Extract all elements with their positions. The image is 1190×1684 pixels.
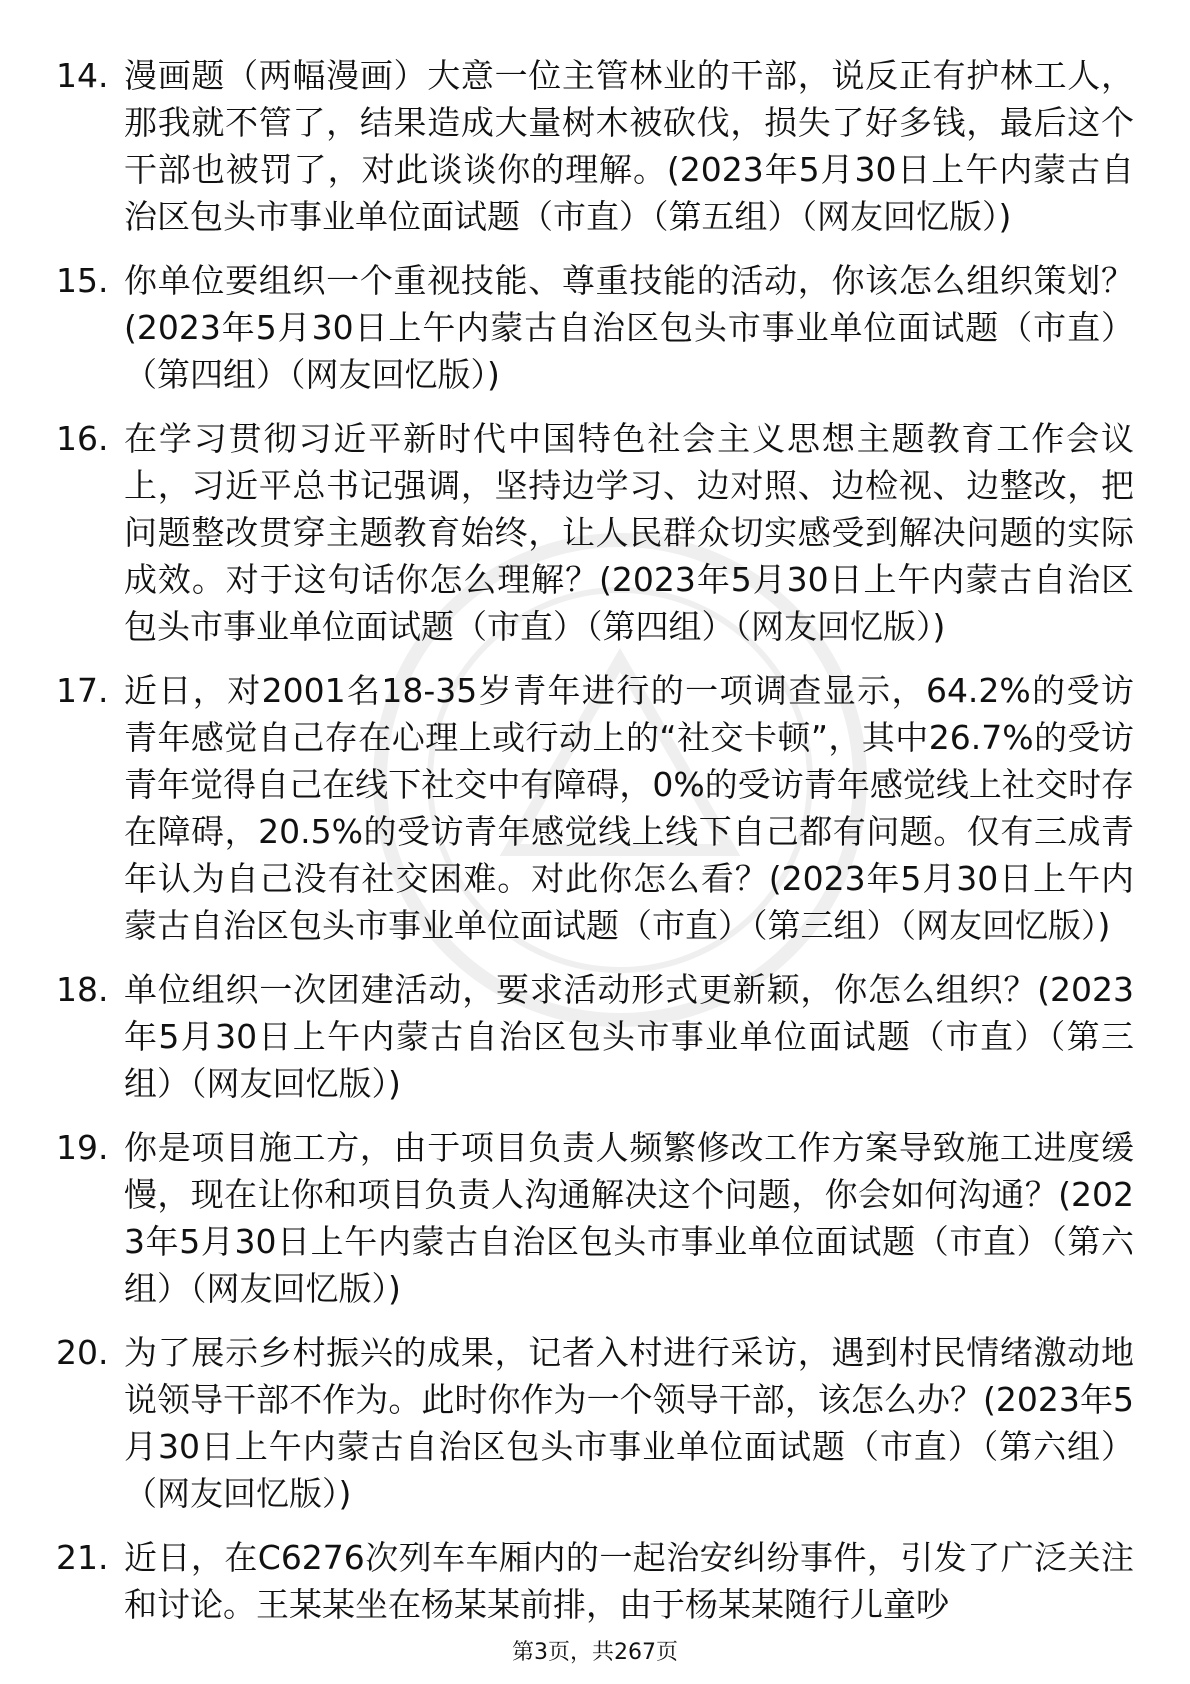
question-list [56, 52, 1134, 1645]
question-item [56, 257, 1134, 398]
question-text: 近日，对2001名18-35岁青年进行的一项调查显示，64.2%的受访青年感觉自己存在心理上或行动上的“社交卡顿”，其中26.7%的受访青年觉得自己在线下社交中有障碍，0%的受访青年感觉线上社交时存在障碍，20.5%的受访青年感觉线上线下自己都有问题。仅有三成青年认为自己没有社交困难。对此你怎么看？(2023年5月30日上午内蒙古自治区包头市事业单位面试题（市直）（第三组）（网友回忆版）) [124, 671, 1134, 945]
question-item [56, 52, 1134, 240]
question-item [56, 1534, 1134, 1628]
question-number: 14. [56, 56, 109, 95]
question-number: 16. [56, 419, 109, 458]
question-number: 19. [56, 1128, 109, 1167]
question-item [56, 1329, 1134, 1517]
question-number: 17. [56, 671, 109, 710]
page-number-footer: 第3页，共267页 [512, 1640, 678, 1665]
question-text: 你单位要组织一个重视技能、尊重技能的活动，你该怎么组织策划？(2023年5月30日上午内蒙古自治区包头市事业单位面试题（市直）（第四组）（网友回忆版）) [124, 261, 1134, 394]
question-item [56, 1124, 1134, 1312]
question-text: 近日，在C6276次列车车厢内的一起治安纠纷事件，引发了广泛关注和讨论。王某某坐在杨某某前排，由于杨某某随行儿童吵 [124, 1538, 1134, 1624]
question-text: 单位组织一次团建活动，要求活动形式更新颖，你怎么组织？(2023年5月30日上午内蒙古自治区包头市事业单位面试题（市直）（第三组）（网友回忆版）) [124, 970, 1134, 1103]
question-item [56, 966, 1134, 1107]
question-number: 15. [56, 261, 109, 300]
question-number: 21. [56, 1538, 109, 1577]
question-item [56, 667, 1134, 949]
question-text: 在学习贯彻习近平新时代中国特色社会主义思想主题教育工作会议上，习近平总书记强调，坚持边学习、边对照、边检视、边整改，把问题整改贯穿主题教育始终，让人民群众切实感受到解决问题的实际成效。对于这句话你怎么理解？(2023年5月30日上午内蒙古自治区包头市事业单位面试题（市直）（第四组）（网友回忆版）) [124, 419, 1134, 646]
question-text: 为了展示乡村振兴的成果，记者入村进行采访，遇到村民情绪激动地说领导干部不作为。此时你作为一个领导干部，该怎么办？(2023年5月30日上午内蒙古自治区包头市事业单位面试题（市直）（第六组）（网友回忆版）) [124, 1333, 1134, 1513]
question-item [56, 415, 1134, 650]
question-number: 18. [56, 970, 109, 1009]
question-text: 漫画题（两幅漫画）大意一位主管林业的干部，说反正有护林工人，那我就不管了，结果造成大量树木被砍伐，损失了好多钱，最后这个干部也被罚了，对此谈谈你的理解。(2023年5月30日上午内蒙古自治区包头市事业单位面试题（市直）（第五组）（网友回忆版）) [124, 56, 1134, 236]
question-text: 你是项目施工方，由于项目负责人频繁修改工作方案导致施工进度缓慢，现在让你和项目负责人沟通解决这个问题，你会如何沟通？(2023年5月30日上午内蒙古自治区包头市事业单位面试题（市直）（第六组）（网友回忆版）) [124, 1128, 1134, 1308]
question-number: 20. [56, 1333, 109, 1372]
